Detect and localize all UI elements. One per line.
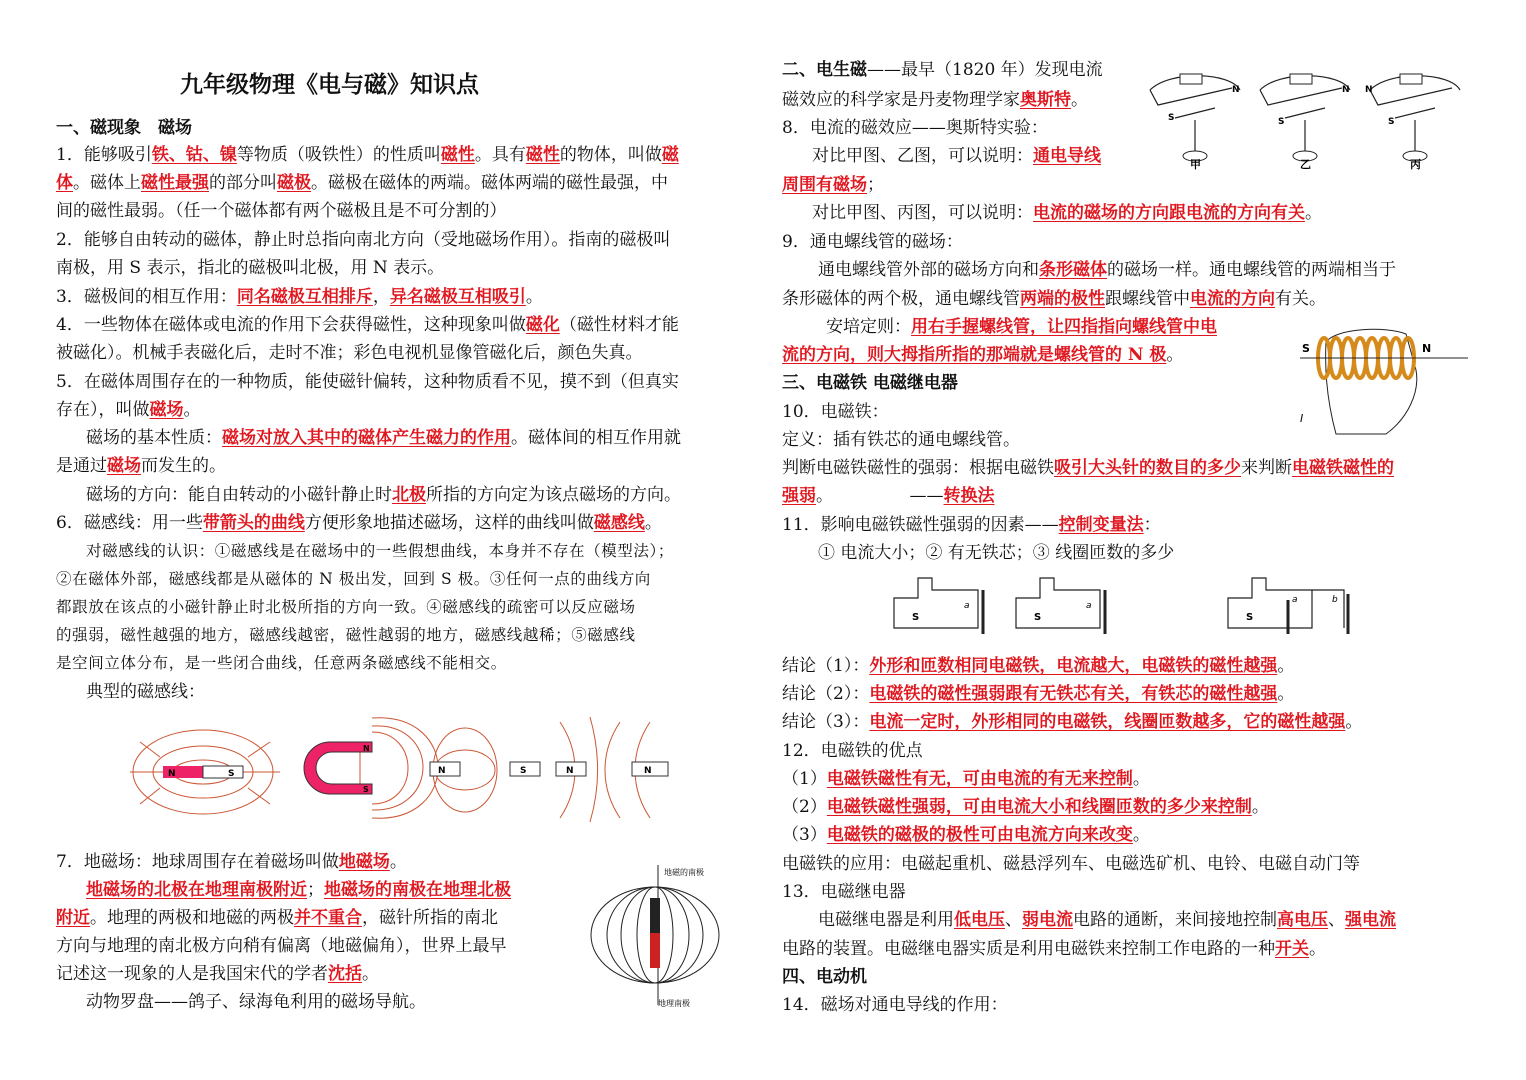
r-line-9: 条形磁体的两个极，通电螺线管两端的极性跟螺线管中电流的方向有关。 [782,289,1326,309]
svg-text:N: N [363,744,370,753]
svg-text:N: N [1422,342,1432,355]
earth-magnet-south [650,933,660,968]
svg-text:S: S [1278,117,1285,127]
para-4-line-2: 被磁化）。机械手表磁化后，走时不准；彩色电视机显像管磁化后，颜色失真。 [56,343,643,363]
field-lines-figure [120,712,680,828]
r-line-17: 11．影响电磁铁磁性强弱的因素——控制变量法： [782,515,1161,535]
svg-text:S: S [1246,612,1254,623]
para-1-line-2: 体。磁体上磁性最强的部分叫磁极。磁极在磁体的两端。磁体两端的磁性最强，中 [56,173,668,193]
para-6-line-4: 都跟放在该点的小磁针静止时北极所指的方向一致。④磁感线的疏密可以反应磁场 [56,598,636,616]
section-heading-3: 三、电磁铁 电磁继电器 [782,373,958,393]
advantage-1: （1）电磁铁磁性有无，可由电流的有无来控制。 [782,769,1150,789]
svg-text:S: S [228,769,235,779]
para-7-line-2: 地磁场的北极在地理南极附近；地磁场的南极在地理北极 [86,880,511,900]
r-line-14: 定义：插有铁芯的通电螺线管。 [782,430,1020,450]
oersted-figure [1140,60,1472,172]
advantage-2: （2）电磁铁磁性强弱，可由电流大小和线圈匝数的多少来控制。 [782,797,1269,817]
conclusion-1: 结论（1）：外形和匝数相同电磁铁，电流越大，电磁铁的磁性越强。 [782,656,1295,676]
r-line-4: 对比甲图、乙图，可以说明：通电导线 [812,146,1101,166]
fig-label-jia: 甲 [1190,158,1201,171]
para-7-line-3: 附近。地理的两极和地磁的两极并不重合，磁针所指的南北 [56,908,498,928]
svg-text:N: N [1365,85,1373,95]
r-line-3: 8．电流的磁效应——奥斯特实验： [782,118,1048,138]
r-line-10: 安培定则：用右手握螺线管，让四指指向螺线管中电 [826,317,1217,337]
svg-text:S: S [912,612,920,623]
para-5-line-2: 存在），叫做磁场。 [56,400,201,420]
horseshoe-body [304,742,372,794]
para-6-line-3: ②在磁体外部，磁感线都是从磁体的 N 极出发，回到 S 极。③任何一点的曲线方向 [56,570,651,588]
para-7-line-5: 记述这一现象的人是我国宋代的学者沈括。 [56,964,379,984]
para-6-typical: 典型的磁感线： [86,682,205,702]
para-6-line-2: 对磁感线的认识：①磁感线是在磁场中的一些假想曲线，本身并不存在（模型法）； [86,542,674,560]
para-5-property: 磁场的基本性质：磁场对放入其中的磁体产生磁力的作用。磁体间的相互作用就 [86,428,681,448]
fig-label-bing: 丙 [1410,158,1421,171]
horseshoe-magnet-diagram [360,718,438,818]
para-5: 5．在磁体周围存在的一种物质，能使磁针偏转，这种物质看不见，摸不到（但真实 [56,372,679,392]
magnet-south [203,766,243,778]
earth-magnet-north [650,898,660,933]
svg-text:a: a [1086,601,1092,611]
page-title: 九年级物理《电与磁》知识点 [180,71,479,98]
svg-text:N: N [566,766,574,776]
svg-text:a: a [964,601,970,611]
r-line-6: 对比甲图、丙图，可以说明：电流的磁场的方向跟电流的方向有关。 [812,203,1322,223]
r-line-7: 9．通电螺线管的磁场： [782,232,963,252]
para-7: 7．地磁场：地球周围存在着磁场叫做地磁场。 [56,852,407,872]
svg-text:N: N [644,766,652,776]
r-line-29: 电路的装置。电磁继电器实质是利用电磁铁来控制工作电路的一种开关。 [782,939,1326,959]
r-line-27: 13．电磁继电器 [782,882,906,902]
svg-text:S: S [520,766,527,776]
svg-text:I: I [1300,412,1304,425]
r-line-16: 强弱。 ——转换法 [782,486,995,506]
svg-text:N: N [168,769,176,779]
para-5-direction: 磁场的方向：能自由转动的小磁针静止时北极所指的方向定为该点磁场的方向。 [86,485,681,505]
para-2: 2．能够自由转动的磁体，静止时总指向南北方向（受地磁场作用）。指南的磁极叫 [56,230,671,250]
para-1-line-3: 间的磁性最弱。（任一个磁体都有两个磁极且是不可分割的） [56,201,507,221]
advantage-3: （3）电磁铁的磁极的极性可由电流方向来改变。 [782,825,1150,845]
svg-text:S: S [1388,117,1395,127]
para-6: 6．磁感线：用一些带箭头的曲线方便形象地描述磁场，这样的曲线叫做磁感线。 [56,513,662,533]
r-line-22: 12．电磁铁的优点 [782,741,923,761]
svg-text:N: N [1342,85,1350,95]
r-line-11: 流的方向，则大拇指所指的那端就是螺线管的 N 极。 [782,345,1184,365]
section-heading-4: 四、电动机 [782,967,867,987]
section-heading-1: 一、磁现象 磁场 [56,118,192,138]
para-5-line-4: 是通过磁场而发生的。 [56,456,226,476]
geomagnetic-figure [580,860,730,1010]
geo-label-top: 地磁的南极 [664,868,704,877]
para-6-line-5: 的强弱，磁性越强的地方，磁感线越密，磁性越弱的地方，磁感线越稀；⑤磁感线 [56,626,636,644]
r-line-31: 14．磁场对通电导线的作用： [782,995,1008,1015]
svg-text:N: N [1232,85,1240,95]
r-line-26: 电磁铁的应用：电磁起重机、磁悬浮列车、电磁选矿机、电铃、电磁自动门等 [782,854,1360,874]
svg-text:S: S [1168,113,1175,123]
fig-label-yi: 乙 [1300,158,1311,171]
svg-text:b: b [1332,595,1338,605]
r-line-5: 周围有磁场； [782,175,884,195]
right-hand-rule-figure [1296,322,1472,442]
svg-text:S: S [363,785,369,794]
r-line-15: 判断电磁铁磁性的强弱：根据电磁铁吸引大头针的数目的多少来判断电磁铁磁性的 [782,458,1394,478]
para-2-line-2: 南极，用 S 表示，指北的磁极叫北极，用 N 表示。 [56,258,445,278]
section-heading-2: 二、电生磁——最早（1820 年）发现电流 [782,60,1103,80]
conclusion-3: 结论（3）：电流一定时，外形相同的电磁铁，线圈匝数越多，它的磁性越强。 [782,712,1363,732]
r-line-8: 通电螺线管外部的磁场方向和条形磁体的磁场一样。通电螺线管的两端相当于 [818,260,1396,280]
electromagnet-circuits-figure [888,572,1368,644]
conclusion-2: 结论（2）：电磁铁的磁性强弱跟有无铁芯有关，有铁芯的磁性越强。 [782,684,1295,704]
para-3: 3．磁极间的相互作用：同名磁极互相排斥，异名磁极互相吸引。 [56,287,543,307]
r-line-13: 10．电磁铁： [782,402,889,422]
svg-text:S: S [1302,342,1310,355]
r-line-18: ① 电流大小；② 有无铁芯；③ 线圈匝数的多少 [818,543,1175,563]
opposite-poles-diagram [433,717,650,822]
r-line-2: 磁效应的科学家是丹麦物理学家奥斯特。 [782,90,1088,110]
svg-text:S: S [1034,612,1042,623]
para-4: 4．一些物体在磁体或电流的作用下会获得磁性，这种现象叫做磁化（磁性材料才能 [56,315,679,335]
r-line-28: 电磁继电器是利用低电压、弱电流电路的通断，来间接地控制高电压、强电流 [818,910,1396,930]
geo-label-bottom: 地理南极 [658,999,690,1008]
para-7-line-6: 动物罗盘——鸽子、绿海龟利用的磁场导航。 [86,992,426,1012]
svg-text:a: a [1292,595,1298,605]
para-1: 1．能够吸引铁、钴、镍等物质（吸铁性）的性质叫磁性。具有磁性的物体，叫做磁 [56,145,679,165]
para-7-line-4: 方向与地理的南北极方向稍有偏离（地磁偏角），世界上最早 [56,936,507,956]
para-6-line-6: 是空间立体分布，是一些闭合曲线，任意两条磁感线不能相交。 [56,654,507,672]
svg-text:N: N [438,766,446,776]
